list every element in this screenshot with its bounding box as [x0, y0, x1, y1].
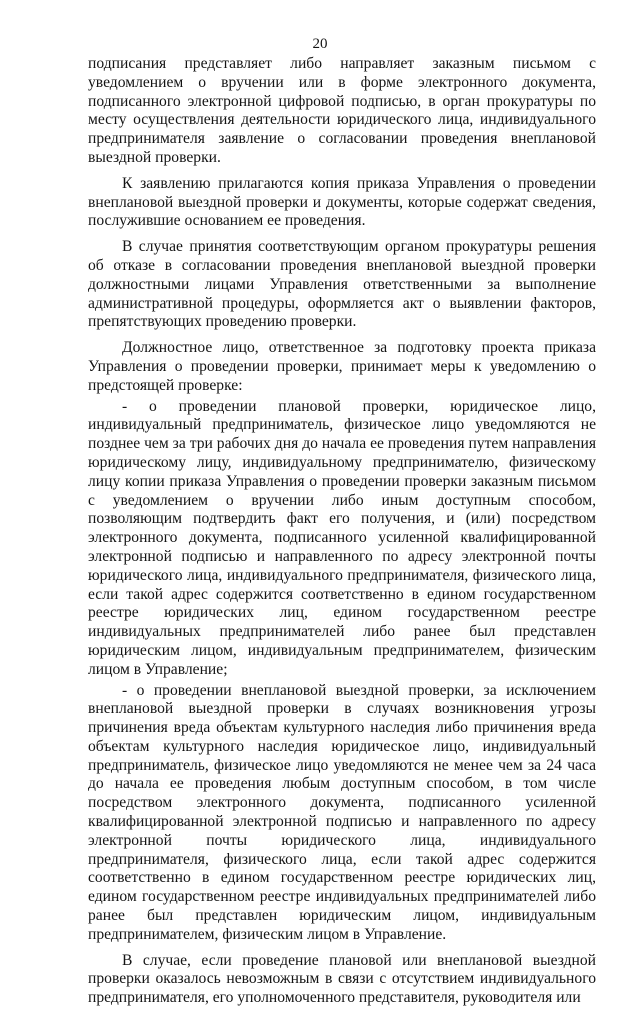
- document-body: [88, 55, 596, 1015]
- paragraph-2: К заявлению прилагаются копия приказа Управления о проведении внеплановой выездной проверки и документы, которые содержат сведения, послужившие основанием ее проведения.: [88, 174, 596, 230]
- paragraph-7: В случае, если проведение плановой или внеплановой выездной проверки оказалось невозможным в связи с отсутствием индивидуального предпринимателя, его уполномоченного представителя, руководителя или: [88, 951, 596, 1007]
- list-item-unscheduled-inspection: - о проведении внеплановой выездной проверки, за исключением внеплановой выездной проверки в случаях возникновения угрозы причинения вреда объектам культурного наследия либо причинения вреда объектам культурного наследия юридическое лицо, индивидуальный предприниматель, физическое лицо уведомляются не менее чем за 24 часа до начала ее проведения любым доступным способом, в том числе посредством электронного документа, подписанного усиленной квалифицированной электронной подписью и направленного по адресу электронной почты юридического лица, индивидуального предпринимателя, физического лица, если такой адрес содержится соответственно в едином государственном реестре юридических лиц, едином государственном реестре индивидуальных предпринимателей либо ранее был представлен юридическим лицом, индивидуальным предпринимателем, физическим лицом в Управление.: [88, 681, 596, 943]
- paragraph-1: подписания представляет либо направляет заказным письмом с уведомлением о вручении или в форме электронного документа, подписанного электронной цифровой подписью, в орган прокуратуры по месту осуществления деятельности юридического лица, индивидуального предпринимателя заявление о согласовании проведения внеплановой выездной проверки.: [88, 55, 596, 166]
- paragraph-3: В случае принятия соответствующим органом прокуратуры решения об отказе в согласовании проведения внеплановой выездной проверки должностными лицами Управления ответственными за выполнение административной процедуры, оформляется акт о выявлении факторов, препятствующих проведению проверки.: [88, 238, 596, 331]
- page-number: 20: [312, 36, 328, 52]
- paragraph-4: Должностное лицо, ответственное за подготовку проекта приказа Управления о проведении проверки, принимает меры к уведомлению о предстоящей проверке:: [88, 339, 596, 394]
- list-item-planned-inspection: - о проведении плановой проверки, юридическое лицо, индивидуальный предприниматель, физическое лицо уведомляются не позднее чем за три рабочих дня до начала ее проведения путем направления юридическому лицу, индивидуальному предпринимателю, физическому лицу копии приказа Управления о проведении проверки заказным письмом с уведомлением о вручении либо иным доступным способом, позволяющим подтвердить факт его получения, и (или) посредством электронного документа, подписанного усиленной квалифицированной электронной подписью и направленного по адресу электронной почты юридического лица, индивидуального предпринимателя, физического лица, если такой адрес содержится соответственно в едином государственном реестре юридических лиц, едином государственном реестре индивидуальных предпринимателей либо ранее был представлен юридическим лицом, индивидуальным предпринимателем, физическим лицом в Управление;: [88, 397, 596, 678]
